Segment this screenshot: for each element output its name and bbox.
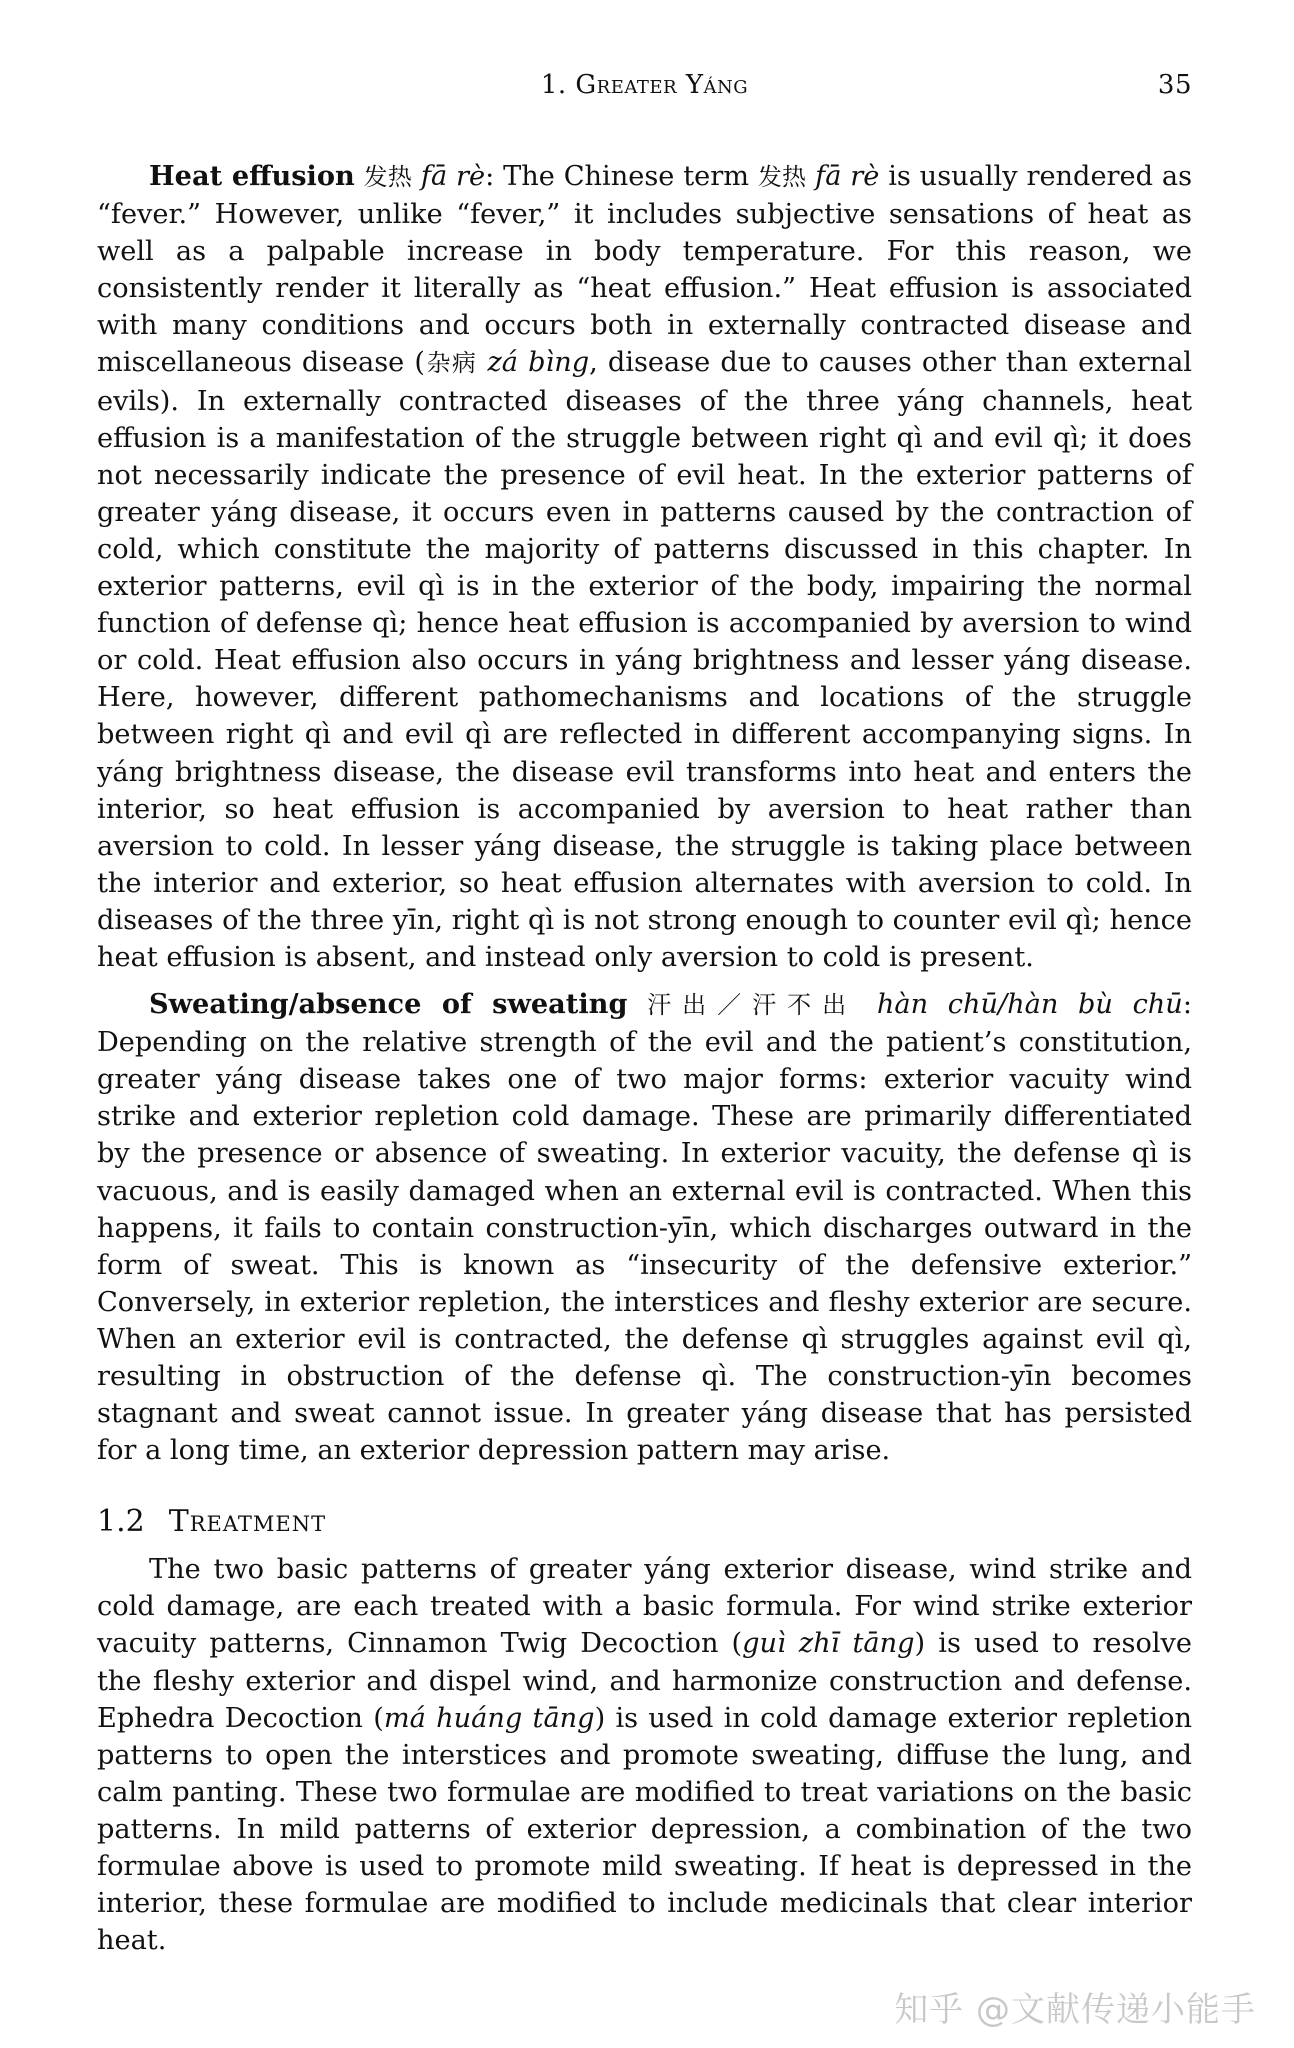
paragraph-heat-effusion [97,158,1192,976]
paragraph-text: ) is used in cold damage exterior repletion patterns to open the interstices and promote sweating, diffuse the lung, and calm panting. These two formulae are modified to treat variations on the basic patterns. In mild patterns of exterior depression, a combination of the two formulae above is used to promote mild sweating. If heat is depressed in the interior, these formulae are modified to include medicinals that clear interior heat. [97,1702,1193,1957]
pinyin-term: fā rè [420,161,486,192]
term-sweating: Sweating/absence of sweating [149,988,628,1021]
paragraph-text: is usually rendered as “fever.” However, unlike “fever,” it includes subjective sensations of heat as well as a palpable increase in body temperature. For this reason, we consistently render it literally as “heat effusion.” Heat effusion is associated with many conditions and occurs both in externally contracted disease and miscellaneous disease ( [97,161,1193,379]
paragraph-treatment [97,1551,1192,1959]
pinyin-term: hàn chū/hàn bù chū [876,989,1183,1021]
colon: : [1182,989,1192,1021]
watermark-text: 知乎 @文献传递小能手 [894,1990,1256,2030]
chinese-term: 发热 [757,163,807,191]
body-text [97,158,1192,1959]
term-heat-effusion: Heat effusion [149,160,355,192]
pinyin-term: má huáng tāng [383,1702,595,1734]
section-title: Treatment [168,1504,327,1540]
chinese-term: 汗出／汗不出 [647,991,858,1020]
section-number: 1.2 [97,1504,145,1540]
pinyin-term: zá bìng [487,347,590,379]
colon: : [485,161,495,192]
paragraph-text: The Chinese term [494,161,758,192]
section-heading [97,1503,1192,1541]
running-head [97,70,1192,114]
paragraph-text: The two basic patterns of greater yáng exterior disease, wind strike and cold damage, are each treated with a basic formula. For wind strike exterior vacuity patterns, Cinnamon Twig Decoction ( [97,1554,1192,1660]
pinyin-term: guì zhī tāng [742,1628,915,1660]
chapter-title: 1. Greater Yáng [540,70,749,100]
book-page [97,70,1192,1969]
paragraph-text: , disease due to causes other than external evils). In externally contracted diseases of the three yáng channels, heat effusion is a manifestation of the struggle between right qì and evil qì; it does not necessarily indicate the presence of evil heat. In the exterior patterns of greater yáng disease, it occurs even in patterns caused by the contraction of cold, which constitute the majority of patterns discussed in this chapter. In exterior patterns, evil qì is in the exterior of the body, impairing the normal function of defense qì; hence heat effusion is accompanied by aversion to wind or cold. Heat effusion also occurs in yáng brightness and lesser yáng disease. Here, however, different pathomechanisms and locations of the struggle between right qì and evil qì are reflected in different accompanying signs. In yáng brightness disease, the disease evil transforms into heat and enters the interior, so heat effusion is accompanied by aversion to heat rather than aversion to cold. In lesser yáng disease, the struggle is taking place between the interior and exterior, so heat effusion alternates with aversion to cold. In diseases of the three yīn, right qì is not strong enough to counter evil qì; hence heat effusion is absent, and instead only aversion to cold is present. [97,347,1193,973]
chinese-term: 杂病 [424,349,478,378]
page-number: 35 [1157,70,1192,100]
paragraph-sweating [97,986,1192,1469]
paragraph-text: ) is used to resolve the fleshy exterior and dispel wind, and harmonize construction and defense. Ephedra Decoction ( [97,1628,1192,1734]
paragraph-text: Depending on the relative strength of the evil and the patient’s constitution, greater yáng disease takes one of two major forms: exterior vacuity wind strike and exterior repletion cold damage. These are primarily differentiated by the presence or absence of sweating. In exterior vacuity, the defense qì is vacuous, and is easily damaged when an external evil is contracted. When this happens, it fails to contain construction-yīn, which discharges outward in the form of sweat. This is known as “insecurity of the defensive exterior.” Conversely, in exterior repletion, the interstices and fleshy exterior are secure. When an exterior evil is contracted, the defense qì struggles against evil qì, resulting in obstruction of the defense qì. The construction-yīn becomes stagnant and sweat cannot issue. In greater yáng disease that has persisted for a long time, an exterior depression pattern may arise. [97,1027,1192,1467]
chinese-term: 发热 [363,163,413,191]
pinyin-term: fā rè [815,161,880,192]
